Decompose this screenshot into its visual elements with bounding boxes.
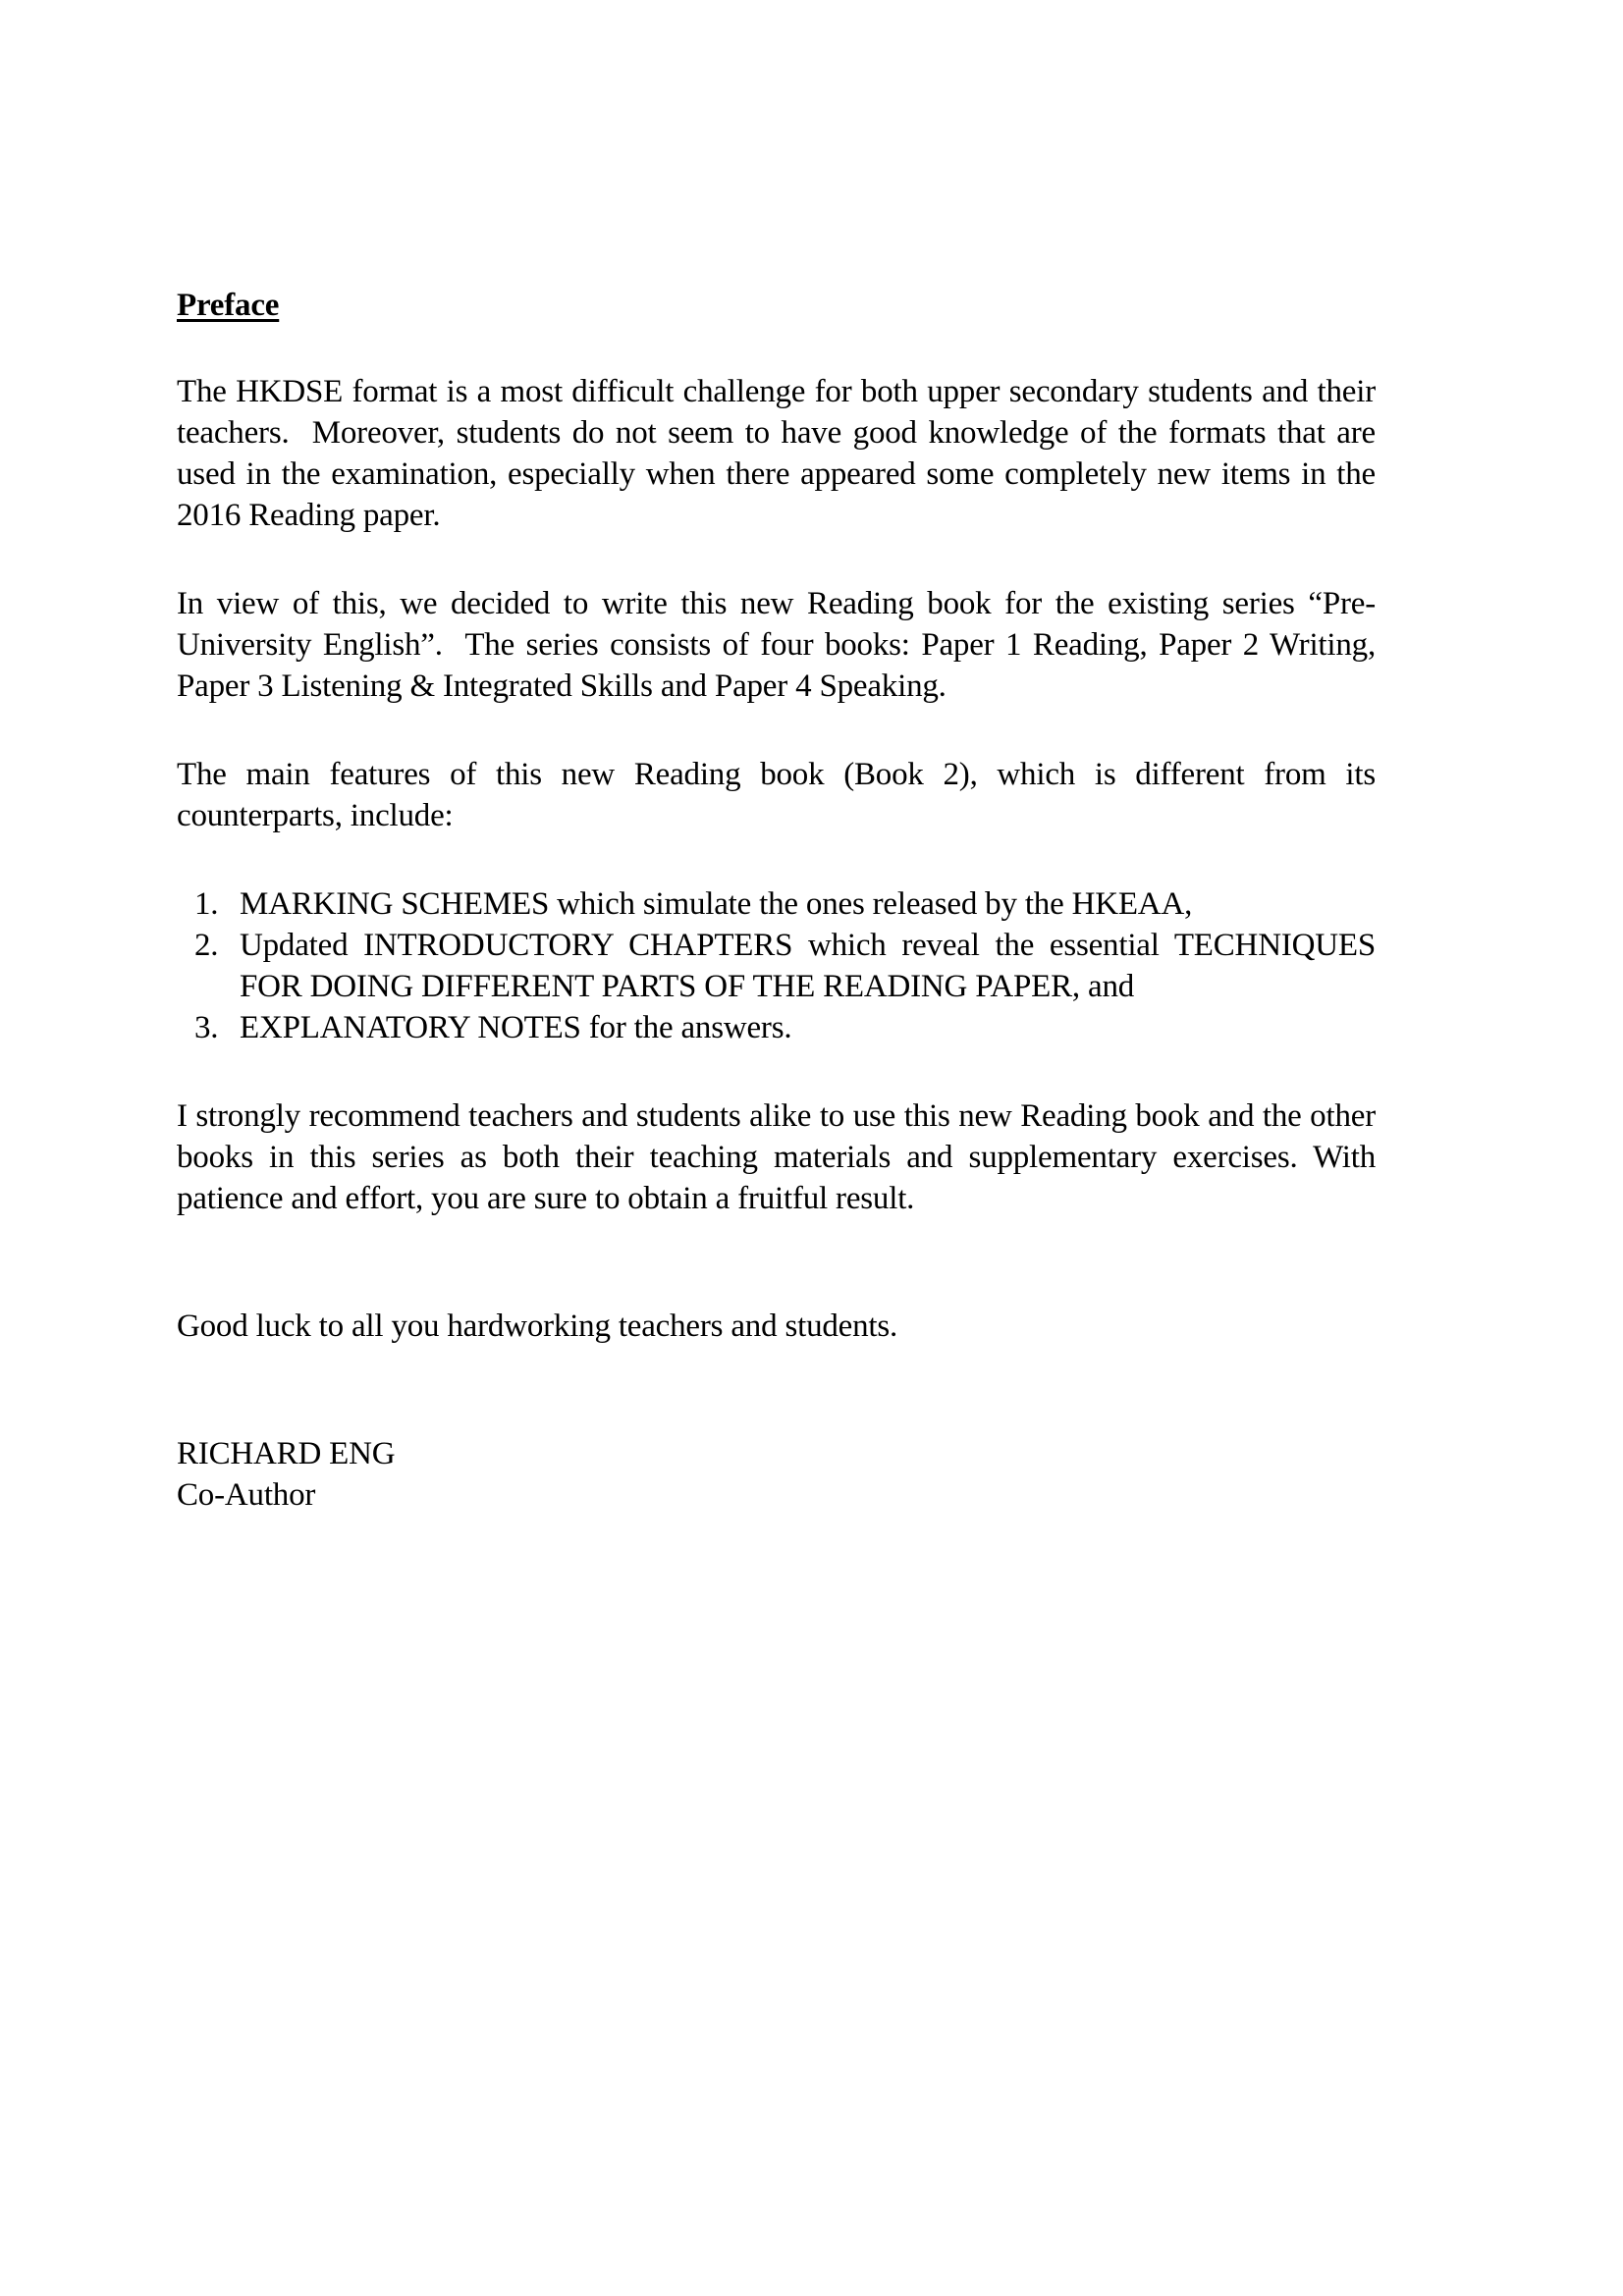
- paragraph-series-overview: In view of this, we decided to write this new Reading book for the existing series “Pre-University English”. The series consists of four books: Paper 1 Reading, Paper 2 Writing, Paper 3 Listening & Integrated Skills and Paper 4 Speaking.: [177, 586, 1376, 704]
- paragraph-main-features-intro: The main features of this new Reading book (Book 2), which is different from its counterparts, include:: [177, 757, 1376, 833]
- list-item-text: MARKING SCHEMES which simulate the ones released by the HKEAA,: [240, 886, 1193, 922]
- list-item-text: EXPLANATORY NOTES for the answers.: [240, 1010, 792, 1045]
- list-item: [177, 1007, 1376, 1048]
- list-item-number: 3.: [194, 1010, 219, 1045]
- paragraph-recommendation: I strongly recommend teachers and students alike to use this new Reading book and the other books in this series as both their teaching materials and supplementary exercises. With patience and effort, you are sure to obtain a fruitful result.: [177, 1098, 1376, 1216]
- list-item: [177, 883, 1376, 925]
- list-item: [177, 925, 1376, 1007]
- paragraph-good-luck: Good luck to all you hardworking teachers and students.: [177, 1308, 898, 1344]
- list-item-number: 2.: [194, 928, 219, 963]
- page-title: Preface: [177, 288, 280, 323]
- list-item-number: 1.: [194, 886, 219, 922]
- signature-name: RICHARD ENG: [177, 1436, 396, 1471]
- features-list: [177, 883, 1376, 1048]
- signature-role: Co-Author: [177, 1477, 316, 1513]
- list-item-text: Updated INTRODUCTORY CHAPTERS which reveal the essential TECHNIQUES FOR DOING DIFFERENT PARTS OF THE READING PAPER, and: [240, 928, 1376, 1004]
- paragraph-hkdse-challenge: The HKDSE format is a most difficult challenge for both upper secondary students and their teachers. Moreover, students do not seem to have good knowledge of the formats that are used in the examination, especially when there appeared some completely new items in the 2016 Reading paper.: [177, 374, 1376, 533]
- signature-block: [177, 1433, 1376, 1516]
